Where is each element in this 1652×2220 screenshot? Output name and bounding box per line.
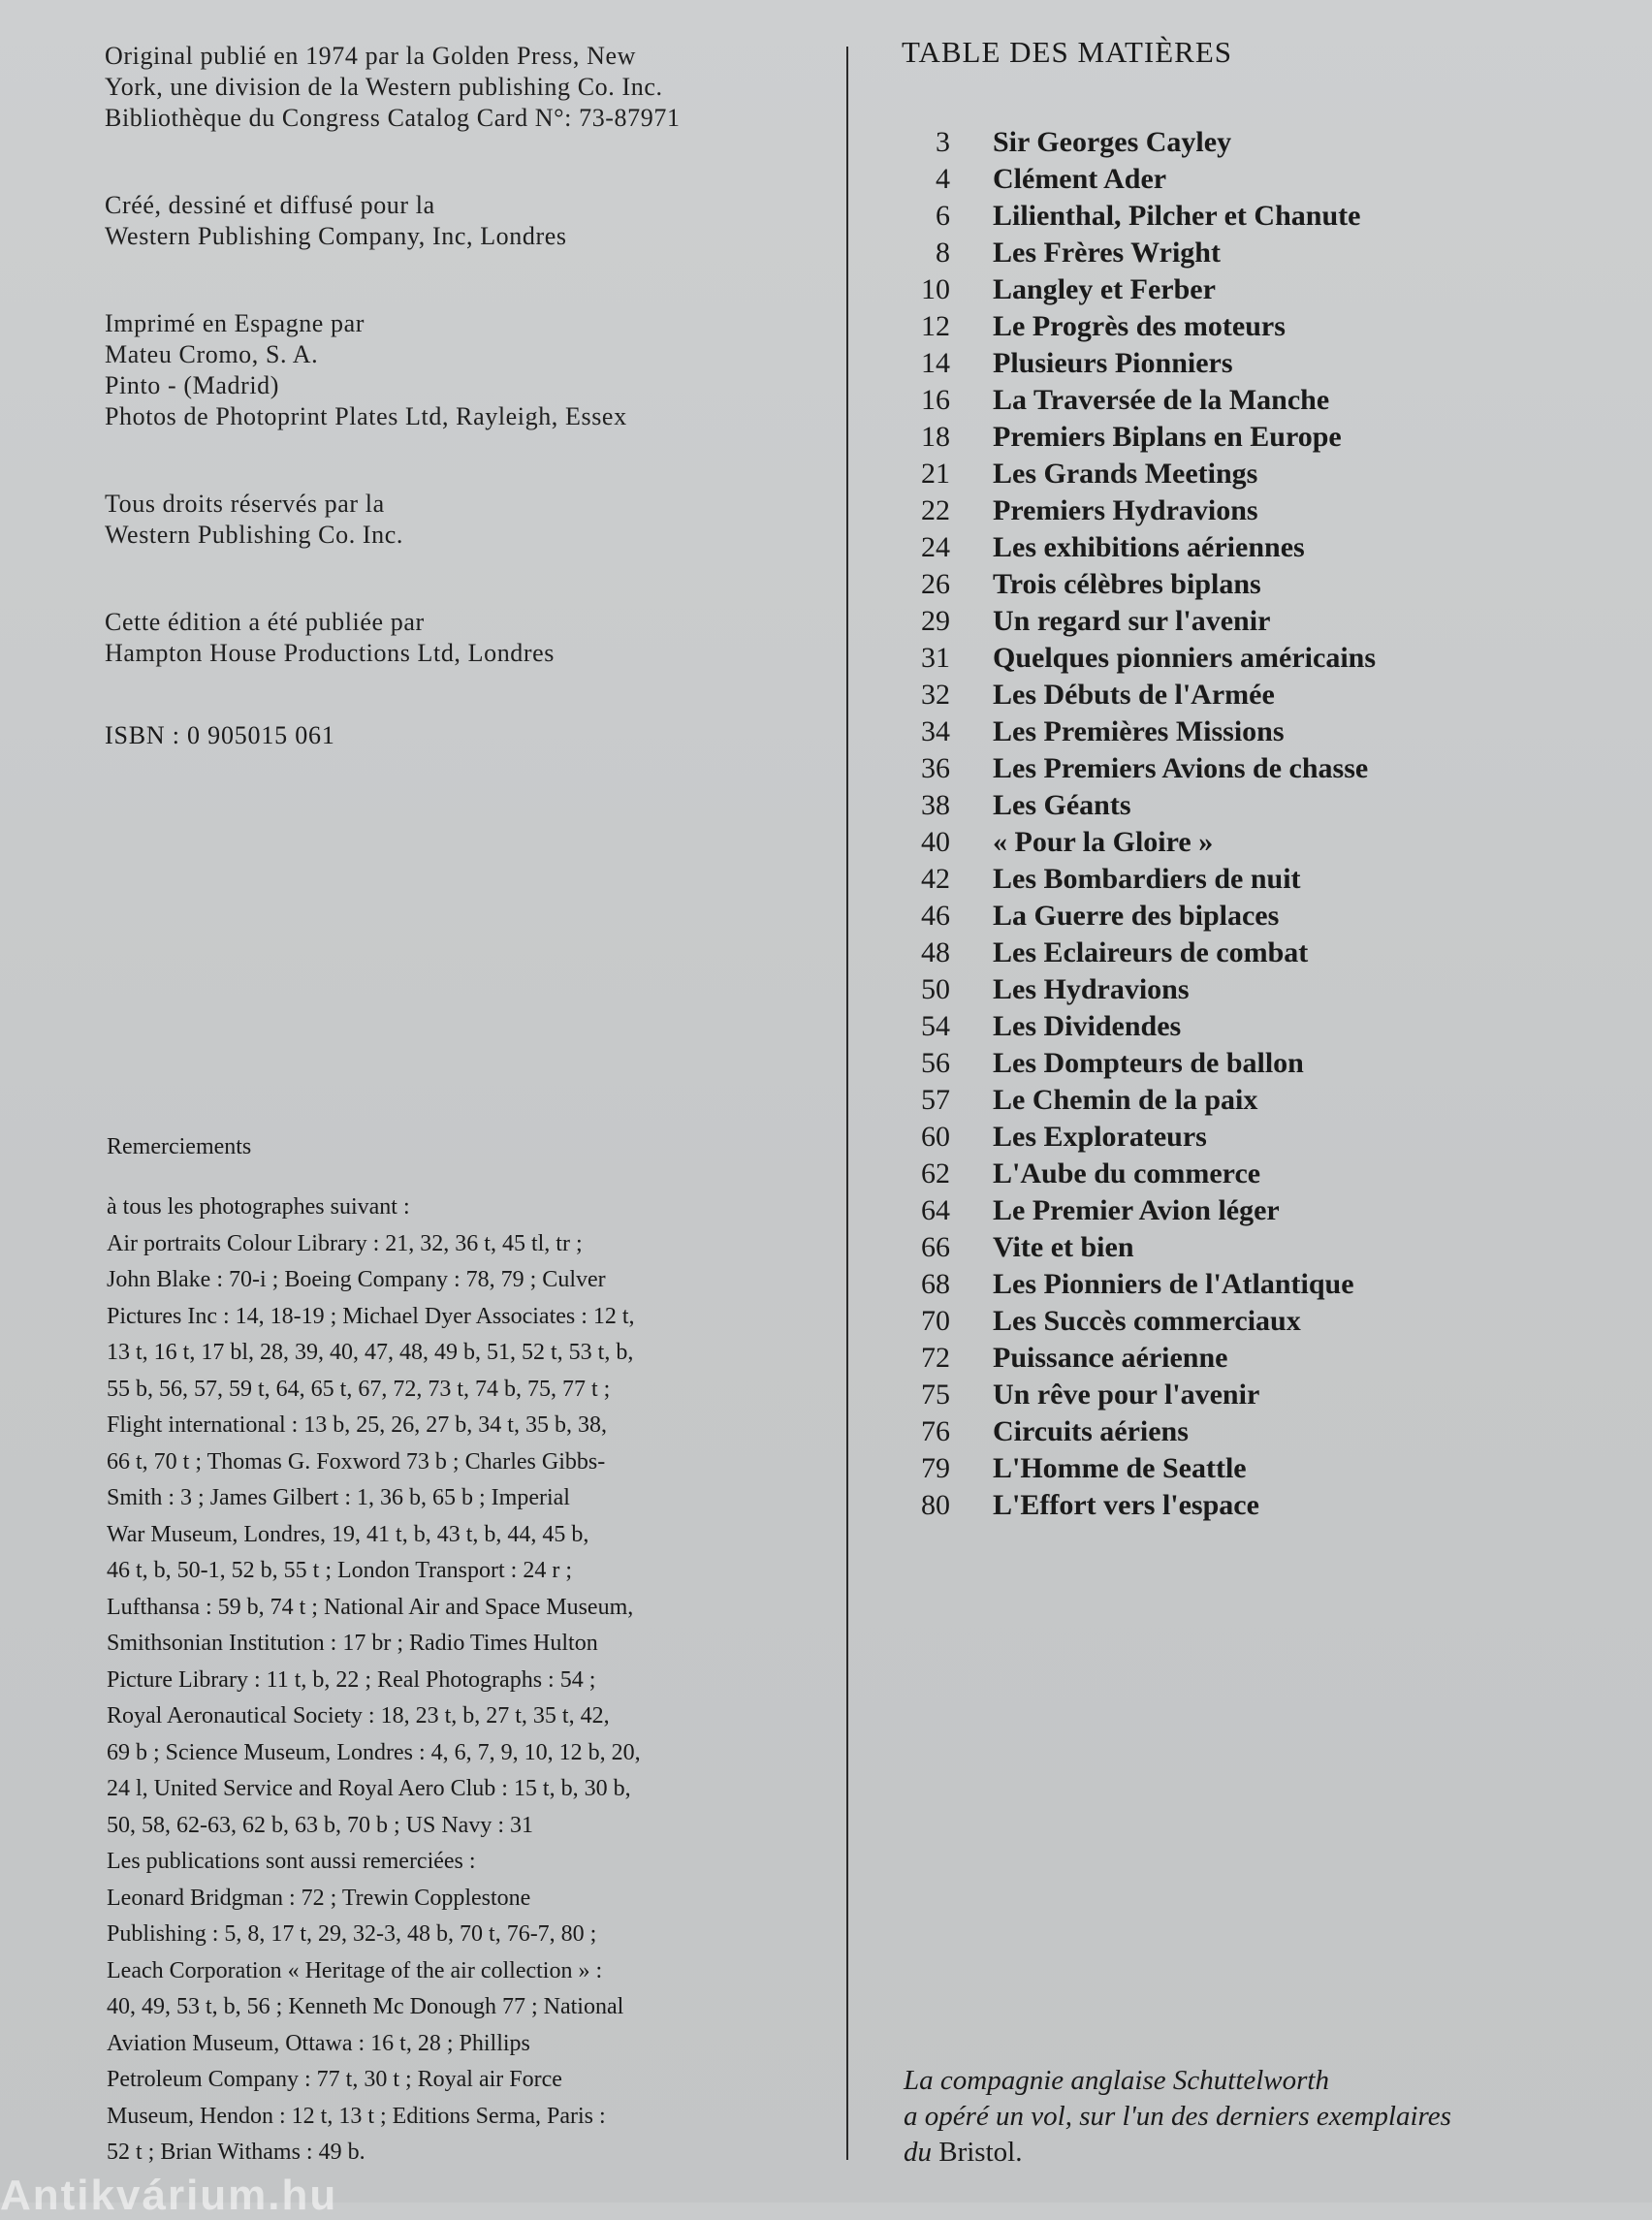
toc-chapter-title: Quelques pionniers américains — [993, 642, 1377, 674]
toc-chapter-title: Le Premier Avion léger — [993, 1194, 1280, 1226]
imprint-block — [105, 607, 842, 669]
toc-chapter-title: Circuits aériens — [993, 1415, 1189, 1447]
toc-page-number: 8 — [936, 237, 950, 269]
column-divider — [846, 47, 848, 2160]
acknowledgement-line: Royal Aeronautical Society : 18, 23 t, b, 27 t, 35 t, 42, — [107, 1703, 610, 1728]
toc-entry — [902, 1010, 1619, 1047]
toc-page-number: 42 — [921, 863, 950, 895]
toc-entry — [902, 1084, 1619, 1121]
acknowledgement-line: John Blake : 70-i ; Boeing Company : 78, 79 ; Culver — [107, 1267, 606, 1292]
toc-entry — [902, 384, 1619, 421]
toc-page-number: 16 — [921, 384, 950, 416]
toc-entry — [902, 679, 1619, 715]
caption-prefix: du — [904, 2137, 939, 2168]
toc-chapter-title: Les Pionniers de l'Atlantique — [993, 1268, 1354, 1300]
toc-chapter-title: Sir Georges Cayley — [993, 126, 1232, 158]
toc-page-number: 4 — [936, 163, 950, 195]
acknowledgement-line: Leonard Bridgman : 72 ; Trewin Copplestone — [107, 1885, 531, 1911]
toc-page-number: 46 — [921, 900, 950, 932]
toc-entry — [902, 1415, 1619, 1452]
toc-entry — [902, 1305, 1619, 1342]
imprint-block — [105, 489, 842, 551]
toc-entry — [902, 310, 1619, 347]
toc-chapter-title: Les Géants — [993, 789, 1131, 821]
toc-chapter-title: Langley et Ferber — [993, 273, 1216, 305]
toc-entry — [902, 458, 1619, 494]
acknowledgement-line: Smithsonian Institution : 17 br ; Radio Times Hulton — [107, 1631, 598, 1656]
toc-entry — [902, 163, 1619, 200]
toc-entry — [902, 1121, 1619, 1158]
imprint-section — [105, 41, 842, 669]
imprint-line: Original publié en 1974 par la Golden Press, New — [105, 42, 636, 70]
toc-chapter-title: Un rêve pour l'avenir — [993, 1379, 1260, 1411]
toc-entry — [902, 752, 1619, 789]
toc-page-number: 76 — [921, 1415, 950, 1447]
acknowledgement-line: 66 t, 70 t ; Thomas G. Foxword 73 b ; Charles Gibbs- — [107, 1448, 606, 1475]
acknowledgements-title: Remerciements — [107, 1134, 252, 1159]
toc-chapter-title: Les Dompteurs de ballon — [993, 1047, 1304, 1079]
toc-page-number: 56 — [921, 1047, 950, 1079]
toc-page-number: 38 — [921, 789, 950, 821]
toc-page-number: 26 — [921, 568, 950, 600]
imprint-block — [105, 308, 842, 432]
imprint-line: Mateu Cromo, S. A. — [105, 340, 319, 368]
toc-page-number: 6 — [936, 200, 950, 232]
acknowledgement-line: 13 t, 16 t, 17 bl, 28, 39, 40, 47, 48, 49 b, 51, 52 t, 53 t, b, — [107, 1340, 634, 1365]
toc-chapter-title: L'Homme de Seattle — [993, 1452, 1247, 1484]
toc-entry — [902, 826, 1619, 863]
toc-chapter-title: Trois célèbres biplans — [993, 568, 1261, 600]
table-of-contents — [902, 35, 1619, 1526]
acknowledgement-line: 69 b ; Science Museum, Londres : 4, 6, 7, 9, 10, 12 b, 20, — [107, 1739, 641, 1765]
acknowledgement-line: Les publications sont aussi remerciées : — [107, 1849, 476, 1874]
toc-page-number: 62 — [921, 1158, 950, 1189]
toc-chapter-title: Les Eclaireurs de combat — [993, 936, 1309, 968]
acknowledgement-line: à tous les photographes suivant : — [107, 1194, 410, 1220]
toc-page-number: 18 — [921, 421, 950, 453]
toc-entry — [902, 126, 1619, 163]
toc-page-number: 72 — [921, 1342, 950, 1374]
toc-entry — [902, 568, 1619, 605]
toc-chapter-title: Premiers Hydravions — [993, 494, 1258, 526]
toc-page-number: 48 — [921, 936, 950, 968]
toc-entry — [902, 1047, 1619, 1084]
toc-chapter-title: Les Explorateurs — [993, 1121, 1207, 1153]
toc-chapter-title: Le Chemin de la paix — [993, 1084, 1258, 1116]
toc-chapter-title: Plusieurs Pionniers — [993, 347, 1233, 379]
toc-page-number: 31 — [921, 642, 950, 674]
toc-chapter-title: Les Premiers Avions de chasse — [993, 752, 1369, 784]
imprint-column — [105, 41, 842, 750]
caption-aircraft-name: Bristol. — [938, 2137, 1023, 2168]
acknowledgement-line: Air portraits Colour Library : 21, 32, 36 t, 45 tl, tr ; — [107, 1230, 583, 1256]
toc-chapter-title: Les Bombardiers de nuit — [993, 863, 1301, 895]
imprint-line: Western Publishing Co. Inc. — [105, 521, 404, 549]
acknowledgement-line: 40, 49, 53 t, b, 56 ; Kenneth Mc Donough 77 ; National — [107, 1994, 624, 2019]
imprint-line: Tous droits réservés par la — [105, 490, 385, 518]
toc-entry — [902, 900, 1619, 936]
acknowledgement-line: 52 t ; Brian Withams : 49 b. — [107, 2140, 365, 2165]
toc-entry — [902, 1342, 1619, 1379]
toc-title: TABLE DES MATIÈRES — [902, 35, 1233, 69]
toc-page-number: 40 — [921, 826, 950, 858]
toc-chapter-title: Les Hydravions — [993, 973, 1190, 1005]
toc-entry — [902, 715, 1619, 752]
acknowledgement-line: 50, 58, 62-63, 62 b, 63 b, 70 b ; US Navy : 31 — [107, 1812, 533, 1838]
imprint-line: Pinto - (Madrid) — [105, 371, 280, 399]
toc-page-number: 22 — [921, 494, 950, 526]
toc-page-number: 54 — [921, 1010, 950, 1042]
toc-chapter-title: Clément Ader — [993, 163, 1167, 195]
toc-entry — [902, 789, 1619, 826]
toc-page-number: 24 — [921, 531, 950, 563]
imprint-line: Photos de Photoprint Plates Ltd, Rayleigh, Essex — [105, 402, 627, 430]
acknowledgement-line: War Museum, Londres, 19, 41 t, b, 43 t, b, 44, 45 b, — [107, 1521, 589, 1547]
caption-line: a opéré un vol, sur l'un des derniers exemplaires — [904, 2101, 1451, 2132]
toc-chapter-title: Les Débuts de l'Armée — [993, 679, 1275, 711]
acknowledgement-line: Smith : 3 ; James Gilbert : 1, 36 b, 65 b ; Imperial — [107, 1485, 570, 1510]
toc-chapter-title: L'Effort vers l'espace — [993, 1489, 1259, 1521]
acknowledgement-line: Flight international : 13 b, 25, 26, 27 b, 34 t, 35 b, 38, — [107, 1412, 607, 1438]
toc-entry — [902, 1452, 1619, 1489]
toc-entry — [902, 237, 1619, 273]
toc-page-number: 64 — [921, 1194, 950, 1226]
toc-chapter-title: Lilienthal, Pilcher et Chanute — [993, 200, 1361, 232]
toc-page-number: 34 — [921, 715, 950, 747]
toc-chapter-title: Les exhibitions aériennes — [993, 531, 1305, 563]
toc-chapter-title: Les Premières Missions — [993, 715, 1285, 747]
toc-entry — [902, 1194, 1619, 1231]
toc-page-number: 80 — [921, 1489, 950, 1521]
toc-entry — [902, 421, 1619, 458]
acknowledgement-line: Petroleum Company : 77 t, 30 t ; Royal air Force — [107, 2067, 562, 2092]
caption-line — [904, 2135, 1621, 2171]
acknowledgement-line: Picture Library : 11 t, b, 22 ; Real Photographs : 54 ; — [107, 1666, 596, 1693]
toc-page-number: 60 — [921, 1121, 950, 1153]
toc-page-number: 68 — [921, 1268, 950, 1300]
toc-page-number: 36 — [921, 752, 950, 784]
toc-entry — [902, 1158, 1619, 1194]
toc-chapter-title: La Traversée de la Manche — [993, 384, 1330, 416]
toc-entry — [902, 494, 1619, 531]
toc-list — [902, 126, 1619, 1526]
toc-entry — [902, 936, 1619, 973]
toc-page-number: 10 — [921, 273, 950, 305]
acknowledgement-line: Museum, Hendon : 12 t, 13 t ; Editions Serma, Paris : — [107, 2103, 606, 2129]
imprint-line: Cette édition a été publiée par — [105, 608, 425, 636]
toc-entry — [902, 973, 1619, 1010]
toc-chapter-title: Vite et bien — [993, 1231, 1134, 1263]
toc-entry — [902, 347, 1619, 384]
imprint-line: Bibliothèque du Congress Catalog Card N°: 73-87971 — [105, 104, 681, 132]
toc-chapter-title: Puissance aérienne — [993, 1342, 1228, 1374]
toc-page-number: 75 — [921, 1379, 950, 1411]
imprint-line: Hampton House Productions Ltd, Londres — [105, 639, 556, 667]
imprint-line: York, une division de la Western publishing Co. Inc. — [105, 73, 663, 101]
toc-chapter-title: Les Frères Wright — [993, 237, 1221, 269]
toc-entry — [902, 1379, 1619, 1415]
toc-chapter-title: Premiers Biplans en Europe — [993, 421, 1342, 453]
imprint-block — [105, 190, 842, 252]
acknowledgement-line: Leach Corporation « Heritage of the air collection » : — [107, 1957, 603, 1983]
toc-page-number: 21 — [921, 458, 950, 490]
acknowledgement-line: 55 b, 56, 57, 59 t, 64, 65 t, 67, 72, 73 t, 74 b, 75, 77 t ; — [107, 1376, 611, 1402]
imprint-line: Western Publishing Company, Inc, Londres — [105, 222, 567, 250]
imprint-block — [105, 41, 842, 134]
toc-entry — [902, 1231, 1619, 1268]
toc-page-number: 50 — [921, 973, 950, 1005]
toc-chapter-title: La Guerre des biplaces — [993, 900, 1280, 932]
imprint-line: Imprimé en Espagne par — [105, 309, 365, 337]
photo-caption — [904, 2063, 1621, 2171]
acknowledgement-line: 24 l, United Service and Royal Aero Club : 15 t, b, 30 b, — [107, 1776, 631, 1801]
toc-chapter-title: Un regard sur l'avenir — [993, 605, 1271, 637]
toc-chapter-title: L'Aube du commerce — [993, 1158, 1261, 1189]
toc-entry — [902, 1268, 1619, 1305]
acknowledgement-line: Publishing : 5, 8, 17 t, 29, 32-3, 48 b, 70 t, 76-7, 80 ; — [107, 1921, 597, 1947]
acknowledgement-line: 46 t, b, 50-1, 52 b, 55 t ; London Transport : 24 r ; — [107, 1558, 573, 1583]
toc-entry — [902, 605, 1619, 642]
toc-page-number: 70 — [921, 1305, 950, 1337]
toc-entry — [902, 200, 1619, 237]
toc-page-number: 29 — [921, 605, 950, 637]
isbn-text: ISBN : 0 905015 061 — [105, 721, 335, 749]
toc-page-number: 14 — [921, 347, 950, 379]
toc-chapter-title: Les Grands Meetings — [993, 458, 1258, 490]
toc-entry — [902, 863, 1619, 900]
toc-page-number: 3 — [936, 126, 950, 158]
acknowledgement-line: Aviation Museum, Ottawa : 16 t, 28 ; Phillips — [107, 2030, 530, 2056]
watermark: Antikvárium.hu — [0, 2172, 338, 2219]
caption-line: La compagnie anglaise Schuttelworth — [904, 2065, 1329, 2096]
toc-page-number: 32 — [921, 679, 950, 711]
toc-chapter-title: Le Progrès des moteurs — [993, 310, 1286, 342]
toc-entry — [902, 273, 1619, 310]
toc-chapter-title: « Pour la Gloire » — [993, 826, 1214, 858]
toc-page-number: 57 — [921, 1084, 950, 1116]
toc-entry — [902, 1489, 1619, 1526]
toc-chapter-title: Les Dividendes — [993, 1010, 1182, 1042]
acknowledgements-section — [107, 1134, 727, 2172]
toc-chapter-title: Les Succès commerciaux — [993, 1305, 1301, 1337]
imprint-line: Créé, dessiné et diffusé pour la — [105, 191, 435, 219]
toc-entry — [902, 531, 1619, 568]
acknowledgements-body — [107, 1189, 727, 2172]
toc-page-number: 12 — [921, 310, 950, 342]
acknowledgement-line: Pictures Inc : 14, 18-19 ; Michael Dyer Associates : 12 t, — [107, 1303, 635, 1329]
toc-page-number: 66 — [921, 1231, 950, 1263]
toc-entry — [902, 642, 1619, 679]
toc-page-number: 79 — [921, 1452, 950, 1484]
acknowledgement-line: Lufthansa : 59 b, 74 t ; National Air and Space Museum, — [107, 1594, 634, 1620]
